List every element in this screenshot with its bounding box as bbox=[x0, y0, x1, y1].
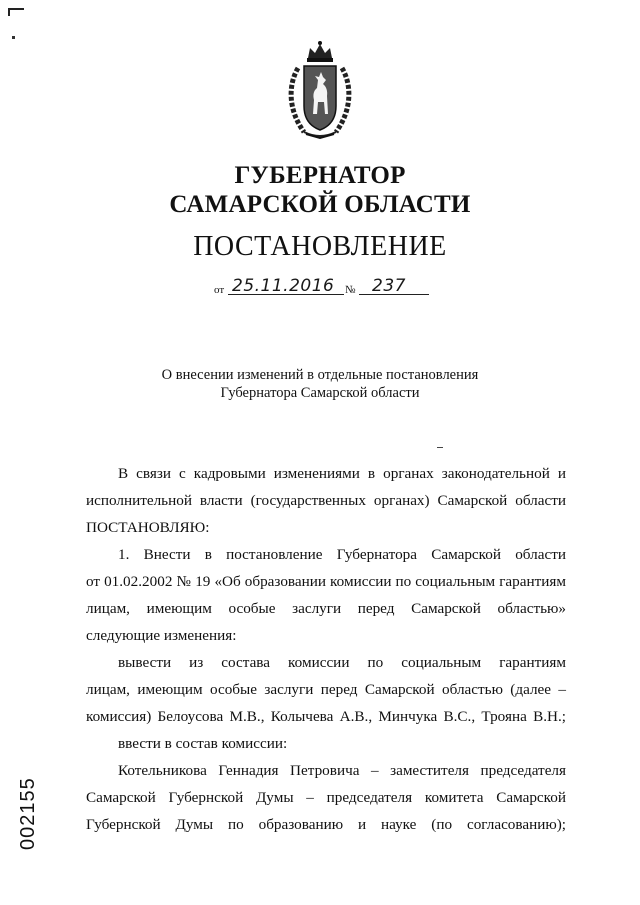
body-line: вывести из состава комиссии по социальным гарантиям bbox=[118, 654, 566, 671]
body-line: лицам, имеющим особые заслуги перед Самарской областью» bbox=[86, 600, 566, 617]
scan-dot bbox=[12, 36, 15, 39]
body-line: ПОСТАНОВЛЯЮ: bbox=[86, 519, 210, 536]
body-line: ввести в состав комиссии: bbox=[118, 735, 288, 752]
body-line: следующие изменения: bbox=[86, 627, 237, 644]
number-prefix: № bbox=[345, 284, 356, 296]
body-line: комиссия) Белоусова М.В., Колычева А.В., Минчука В.С., Трояна В.Н.; bbox=[86, 708, 566, 725]
body-line: Котельникова Геннадия Петровича – заместителя председателя bbox=[118, 762, 566, 779]
body-line: исполнительной власти (государственных органах) Самарской области bbox=[86, 492, 566, 509]
date-prefix: от bbox=[214, 284, 225, 296]
subject-line2: Губернатора Самарской области bbox=[220, 385, 420, 401]
registry-stamp-number: 002155 bbox=[17, 777, 39, 850]
number-value: 237 bbox=[372, 276, 406, 296]
body-line: В связи с кадровыми изменениями в органах законодательной и bbox=[118, 465, 566, 482]
scan-mark bbox=[437, 447, 443, 448]
corner-crop-mark bbox=[8, 8, 24, 16]
issuer-title-line1: ГУБЕРНАТОР bbox=[234, 162, 406, 189]
document-type: ПОСТАНОВЛЕНИЕ bbox=[193, 231, 447, 262]
body-line: лицам, имеющим особые заслуги перед Самарской областью (далее – bbox=[86, 681, 566, 698]
subject-line1: О внесении изменений в отдельные постановления bbox=[161, 367, 479, 383]
date-value: 25.11.2016 bbox=[232, 276, 335, 296]
body-line: 1. Внести в постановление Губернатора Самарской области bbox=[118, 546, 566, 563]
body-line: Губернской Думы по образованию и науке (по согласованию); bbox=[86, 816, 566, 833]
body-line: Самарской Губернской Думы – председателя комитета Самарской bbox=[86, 789, 566, 806]
body-line: от 01.02.2002 № 19 «Об образовании комиссии по социальным гарантиям bbox=[86, 573, 566, 590]
samara-coat-of-arms-icon bbox=[284, 40, 356, 142]
issuer-title-line2: САМАРСКОЙ ОБЛАСТИ bbox=[169, 191, 471, 218]
